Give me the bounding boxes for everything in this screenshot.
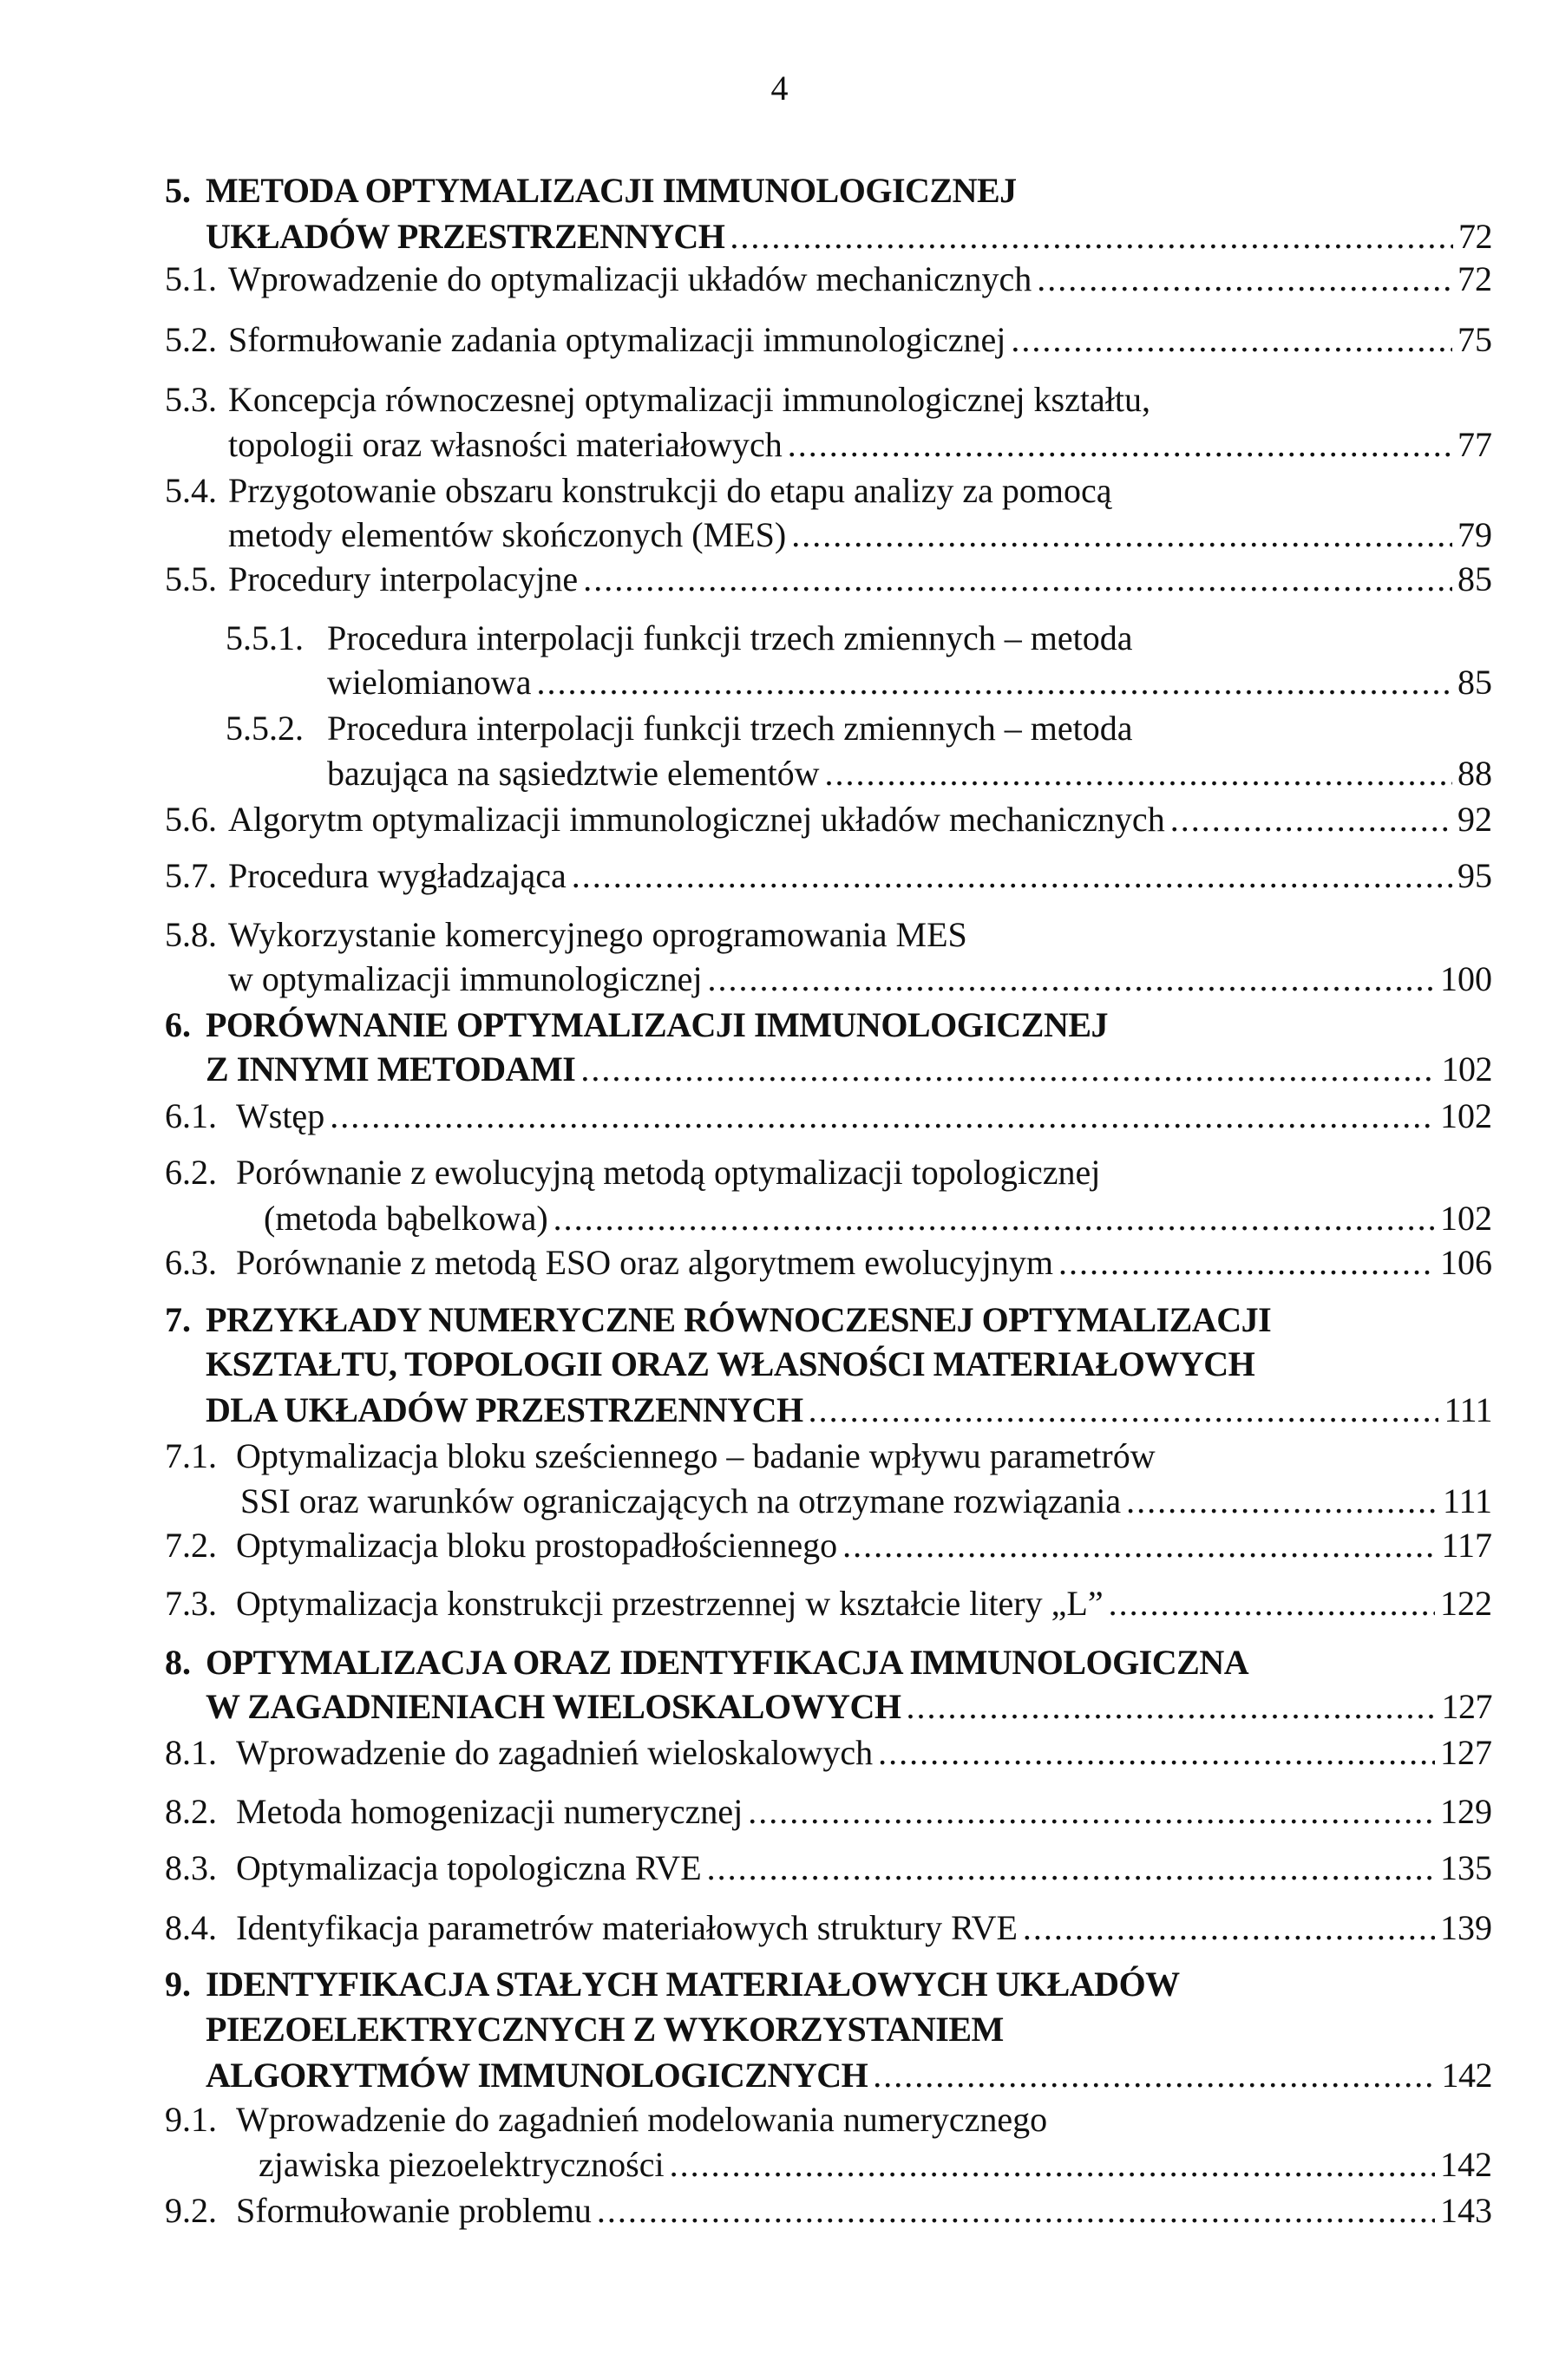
entry-title: Porównanie z metodą ESO oraz algorytmem ewolucyjnym	[236, 1243, 1053, 1282]
leader-dots	[842, 1525, 1436, 1566]
entry-title: IDENTYFIKACJA STAŁYCH MATERIAŁOWYCH UKŁADÓW	[206, 1965, 1180, 2004]
leader-dots	[878, 1732, 1435, 1774]
section-entry-line[interactable]	[264, 1198, 1492, 1239]
entry-title: Sformułowanie zadania optymalizacji immunologicznej	[228, 320, 1006, 359]
entry-page-number: 106	[1440, 1243, 1492, 1282]
entry-number: 5.5.	[165, 559, 217, 598]
entry-number: 7.1.	[165, 1436, 217, 1475]
entry-number: 7.3.	[165, 1584, 217, 1623]
entry-title: SSI oraz warunków ograniczających na otrzymane rozwiązania	[240, 1481, 1122, 1520]
section-entry-line[interactable]	[236, 1435, 1156, 1477]
entry-title: ALGORYTMÓW IMMUNOLOGICZNYCH	[206, 2056, 868, 2095]
entry-number: 9.	[165, 1965, 191, 2004]
chapter-entry-line[interactable]	[206, 170, 1017, 212]
entry-page-number: 122	[1440, 1584, 1492, 1623]
section-entry-line[interactable]	[327, 662, 1492, 703]
entry-number: 5.8.	[165, 915, 217, 954]
entry-number: 6.2.	[165, 1153, 217, 1192]
entry-title: Wstęp	[236, 1096, 325, 1135]
entry-title: (metoda bąbelkowa)	[264, 1199, 548, 1238]
entry-number: 7.	[165, 1300, 191, 1339]
entry-title: Procedura interpolacji funkcji trzech zmiennych – metoda	[327, 709, 1133, 748]
section-entry-line[interactable]	[236, 1152, 1100, 1193]
leader-dots	[788, 424, 1452, 466]
entry-title: Procedury interpolacyjne	[228, 559, 579, 598]
section-entry-line[interactable]	[228, 319, 1492, 361]
entry-number: 8.3.	[165, 1848, 217, 1887]
entry-title: DLA UKŁADÓW PRZESTRZENNYCH	[206, 1390, 803, 1429]
section-entry-line[interactable]	[327, 753, 1492, 794]
entry-title: PIEZOELEKTRYCZNYCH Z WYKORZYSTANIEM	[206, 2010, 1004, 2049]
entry-title: Wprowadzenie do zagadnień modelowania numerycznego	[236, 2100, 1048, 2139]
leader-dots	[730, 216, 1453, 258]
entry-page-number: 127	[1441, 1687, 1492, 1726]
section-entry-line[interactable]	[236, 2099, 1047, 2141]
entry-title: wielomianowa	[327, 663, 532, 702]
section-entry-line[interactable]	[236, 1583, 1492, 1625]
section-entry-line[interactable]	[259, 2144, 1492, 2186]
entry-title: Metoda homogenizacji numerycznej	[236, 1792, 743, 1831]
entry-title: Sformułowanie problemu	[236, 2191, 592, 2230]
leader-dots	[707, 1847, 1435, 1889]
section-entry-line[interactable]	[228, 424, 1492, 466]
entry-title: Wprowadzenie do zagadnień wieloskalowych	[236, 1733, 874, 1772]
leader-dots	[1011, 319, 1452, 361]
leader-dots	[708, 958, 1435, 1000]
entry-number: 8.4.	[165, 1908, 217, 1947]
section-entry-line[interactable]	[327, 618, 1133, 659]
entry-title: KSZTAŁTU, TOPOLOGII ORAZ WŁASNOŚCI MATERIAŁOWYCH	[206, 1344, 1255, 1383]
leader-dots	[572, 855, 1452, 897]
entry-page-number: 111	[1442, 1481, 1492, 1520]
section-entry-line[interactable]	[228, 559, 1492, 600]
entry-page-number: 127	[1440, 1733, 1492, 1772]
leader-dots	[906, 1686, 1436, 1728]
leader-dots	[873, 2055, 1436, 2096]
entry-number: 9.2.	[165, 2191, 217, 2230]
entry-page-number: 85	[1457, 663, 1492, 702]
entry-title: Koncepcja równoczesnej optymalizacji immunologicznej kształtu,	[228, 380, 1150, 419]
entry-title: bazująca na sąsiedztwie elementów	[327, 754, 820, 793]
leader-dots	[580, 1049, 1436, 1090]
page-number: 4	[770, 69, 789, 108]
section-entry-line[interactable]	[236, 1791, 1492, 1833]
entry-page-number: 142	[1441, 2056, 1492, 2095]
entry-page-number: 139	[1440, 1908, 1492, 1947]
leader-dots	[1037, 258, 1452, 300]
section-entry-line[interactable]	[236, 2190, 1492, 2232]
section-entry-line[interactable]	[236, 1242, 1492, 1284]
section-entry-line[interactable]	[240, 1481, 1492, 1522]
entry-number: 5.3.	[165, 380, 217, 419]
entry-title: Optymalizacja bloku prostopadłościennego	[236, 1526, 838, 1565]
entry-page-number: 85	[1457, 559, 1492, 598]
entry-number: 8.1.	[165, 1733, 217, 1772]
entry-title: W ZAGADNIENIACH WIELOSKALOWYCH	[206, 1687, 901, 1726]
section-entry-line[interactable]	[228, 258, 1492, 300]
leader-dots	[791, 514, 1452, 556]
entry-page-number: 92	[1457, 800, 1492, 839]
leader-dots	[670, 2144, 1435, 2186]
section-entry-line[interactable]	[228, 470, 1112, 512]
entry-title: OPTYMALIZACJA ORAZ IDENTYFIKACJA IMMUNOLOGICZNA	[206, 1643, 1249, 1682]
entry-title: metody elementów skończonych (MES)	[228, 515, 787, 554]
entry-title: Optymalizacja bloku sześciennego – badanie wpływu parametrów	[236, 1436, 1156, 1475]
chapter-entry-line[interactable]	[206, 1964, 1180, 2005]
entry-page-number: 72	[1458, 217, 1492, 256]
entry-page-number: 79	[1457, 515, 1492, 554]
chapter-entry-line[interactable]	[206, 2009, 1004, 2050]
entry-number: 5.4.	[165, 471, 217, 510]
entry-number: 6.	[165, 1005, 191, 1044]
section-entry-line[interactable]	[236, 1525, 1492, 1566]
section-entry-line[interactable]	[236, 1095, 1492, 1137]
entry-number: 5.	[165, 171, 191, 210]
entry-title: Procedura interpolacji funkcji trzech zmiennych – metoda	[327, 618, 1133, 657]
entry-title: METODA OPTYMALIZACJI IMMUNOLOGICZNEJ	[206, 171, 1017, 210]
leader-dots	[748, 1791, 1435, 1833]
entry-title: PRZYKŁADY NUMERYCZNE RÓWNOCZESNEJ OPTYMALIZACJI	[206, 1300, 1272, 1339]
entry-title: zjawiska piezoelektryczności	[259, 2145, 665, 2184]
entry-title: Wykorzystanie komercyjnego oprogramowania MES	[228, 915, 967, 954]
chapter-entry-line[interactable]	[206, 1686, 1492, 1728]
entry-title: Z INNYMI METODAMI	[206, 1049, 576, 1089]
entry-page-number: 117	[1441, 1526, 1492, 1565]
entry-page-number: 142	[1440, 2145, 1492, 2184]
entry-number: 5.7.	[165, 856, 217, 895]
leader-dots	[809, 1389, 1439, 1431]
section-entry-line[interactable]	[228, 958, 1492, 1000]
section-entry-line[interactable]	[228, 514, 1492, 556]
section-entry-line[interactable]	[228, 379, 1150, 421]
chapter-entry-line[interactable]	[206, 2055, 1492, 2096]
entry-title: topologii oraz własności materiałowych	[228, 425, 783, 464]
entry-title: PORÓWNANIE OPTYMALIZACJI IMMUNOLOGICZNEJ	[206, 1005, 1109, 1044]
entry-page-number: 102	[1441, 1049, 1492, 1089]
chapter-entry-line[interactable]	[206, 1344, 1254, 1385]
entry-number: 5.6.	[165, 800, 217, 839]
entry-title: Przygotowanie obszaru konstrukcji do etapu analizy za pomocą	[228, 471, 1112, 510]
entry-page-number: 100	[1440, 959, 1492, 998]
entry-title: Identyfikacja parametrów materiałowych struktury RVE	[236, 1908, 1018, 1947]
entry-number: 5.1.	[165, 259, 217, 298]
entry-number: 8.2.	[165, 1792, 217, 1831]
entry-number: 9.1.	[165, 2100, 217, 2139]
entry-page-number: 102	[1440, 1199, 1492, 1238]
entry-number: 8.	[165, 1643, 191, 1682]
chapter-entry-line[interactable]	[206, 216, 1492, 258]
chapter-entry-line[interactable]	[206, 1004, 1108, 1046]
entry-number: 6.3.	[165, 1243, 217, 1282]
section-entry-line[interactable]	[236, 1732, 1492, 1774]
entry-title: Algorytm optymalizacji immunologicznej układów mechanicznych	[228, 800, 1165, 839]
chapter-entry-line[interactable]	[206, 1049, 1492, 1090]
leader-dots	[825, 753, 1453, 794]
entry-page-number: 88	[1457, 754, 1492, 793]
chapter-entry-line[interactable]	[206, 1299, 1271, 1341]
leader-dots	[537, 662, 1453, 703]
entry-page-number: 95	[1457, 856, 1492, 895]
entry-page-number: 75	[1457, 320, 1492, 359]
entry-title: Porównanie z ewolucyjną metodą optymalizacji topologicznej	[236, 1153, 1101, 1192]
entry-page-number: 111	[1444, 1390, 1492, 1429]
section-entry-line[interactable]	[236, 1907, 1492, 1949]
entry-title: UKŁADÓW PRZESTRZENNYCH	[206, 217, 725, 256]
leader-dots	[554, 1198, 1435, 1239]
leader-dots	[1023, 1907, 1435, 1949]
chapter-entry-line[interactable]	[206, 1642, 1248, 1684]
section-entry-line[interactable]	[228, 914, 967, 956]
entry-number: 5.2.	[165, 320, 217, 359]
entry-title: w optymalizacji immunologicznej	[228, 959, 703, 998]
entry-page-number: 129	[1440, 1792, 1492, 1831]
leader-dots	[1126, 1481, 1438, 1522]
entry-number: 5.5.2.	[226, 709, 304, 748]
entry-page-number: 135	[1440, 1848, 1492, 1887]
leader-dots	[330, 1095, 1435, 1137]
entry-title: Procedura wygładzająca	[228, 856, 567, 895]
leader-dots	[597, 2190, 1435, 2232]
entry-page-number: 72	[1457, 259, 1492, 298]
leader-dots	[1170, 799, 1452, 840]
section-entry-line[interactable]	[327, 708, 1133, 749]
entry-page-number: 77	[1457, 425, 1492, 464]
section-entry-line[interactable]	[228, 799, 1492, 840]
section-entry-line[interactable]	[228, 855, 1492, 897]
section-entry-line[interactable]	[236, 1847, 1492, 1889]
entry-page-number: 102	[1440, 1096, 1492, 1135]
leader-dots	[1109, 1583, 1435, 1625]
entry-title: Optymalizacja topologiczna RVE	[236, 1848, 702, 1887]
chapter-entry-line[interactable]	[206, 1389, 1492, 1431]
entry-number: 7.2.	[165, 1526, 217, 1565]
entry-title: Optymalizacja konstrukcji przestrzennej w kształcie litery „L”	[236, 1584, 1104, 1623]
leader-dots	[583, 559, 1452, 600]
entry-title: Wprowadzenie do optymalizacji układów mechanicznych	[228, 259, 1032, 298]
entry-number: 6.1.	[165, 1096, 217, 1135]
entry-page-number: 143	[1440, 2191, 1492, 2230]
leader-dots	[1058, 1242, 1435, 1284]
entry-number: 5.5.1.	[226, 618, 304, 657]
